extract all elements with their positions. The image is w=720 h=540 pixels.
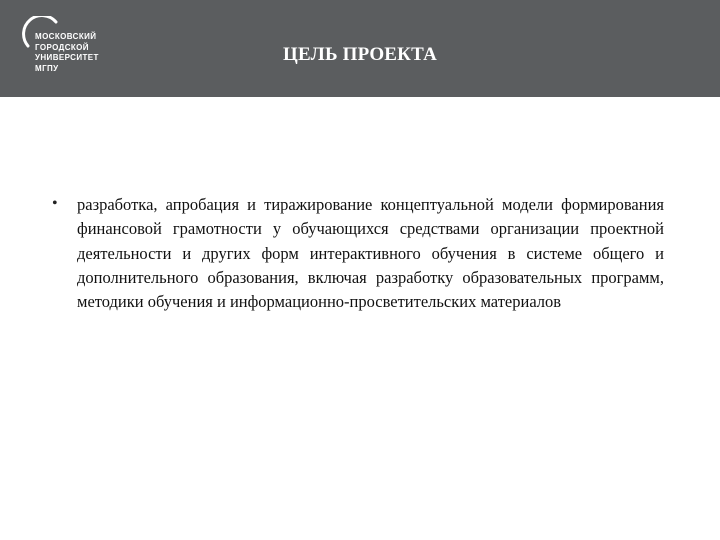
page-title: ЦЕЛЬ ПРОЕКТА <box>282 44 438 65</box>
bullet-list-item <box>52 193 664 314</box>
header-bar <box>0 0 720 97</box>
bullet-marker: • <box>52 195 58 212</box>
logo-line: УНИВЕРСИТЕТ <box>35 53 99 62</box>
bullet-text: разработка, апробация и тиражирование концептуальной модели формирования финансовой грамотности у обучающихся средствами организации проектной деятельности и других форм интерактивного обучения в системе общего и дополнительного образования, включая разработку образовательных программ, методики обучения и информационно-просветительских материалов <box>77 195 664 312</box>
logo-line: ГОРОДСКОЙ <box>35 42 89 52</box>
logo-line: МГПУ <box>35 63 59 73</box>
logo-line: МОСКОВСКИЙ <box>35 32 97 41</box>
